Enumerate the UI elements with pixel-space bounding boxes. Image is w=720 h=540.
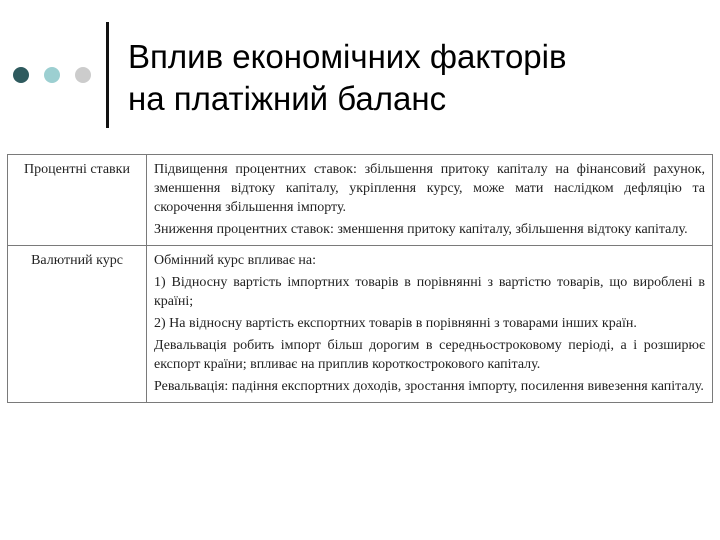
factor-description-interest-rates xyxy=(147,155,713,246)
slide-title xyxy=(128,36,567,120)
decorative-dot-grey xyxy=(75,67,91,83)
description-paragraph: Ревальвація: падіння експортних доходів, зростання імпорту, посилення вивезення капіталу. xyxy=(154,379,704,394)
table-row xyxy=(8,155,713,246)
slide-title-line-1: Вплив економічних факторів xyxy=(128,38,567,75)
decorative-dot-teal xyxy=(44,67,60,83)
slide-title-line-2: на платіжний баланс xyxy=(128,80,447,117)
description-paragraph: Обмінний курс впливає на: xyxy=(154,253,316,268)
description-paragraph: 1) Відносну вартість імпортних товарів в порівнянні з вартістю товарів, що вироблені в країні; xyxy=(154,275,705,309)
description-paragraph: 2) На відносну вартість експортних товарів в порівнянні з товарами інших країн. xyxy=(154,316,637,331)
decorative-dot-dark xyxy=(13,67,29,83)
description-paragraph: Девальвація робить імпорт більш дорогим в середньостроковому періоді, а і розширює експорт країни; впливає на приплив короткострокового капіталу. xyxy=(154,338,705,372)
factor-description-exchange-rate xyxy=(147,246,713,403)
table-row xyxy=(8,246,713,403)
description-paragraph: Зниження процентних ставок: зменшення притоку капіталу, збільшення відтоку капіталу. xyxy=(154,222,688,237)
description-paragraph: Підвищення процентних ставок: збільшення притоку капіталу на фінансовий рахунок, зменшення відтоку капіталу, укріплення курсу, може мати наслідком дефляцію та скорочення збільшення імпорту. xyxy=(154,162,705,215)
factor-label-exchange-rate: Валютний курс xyxy=(8,246,147,403)
factor-label-interest-rates: Процентні ставки xyxy=(8,155,147,246)
factors-table xyxy=(7,154,713,403)
title-divider xyxy=(106,22,109,128)
